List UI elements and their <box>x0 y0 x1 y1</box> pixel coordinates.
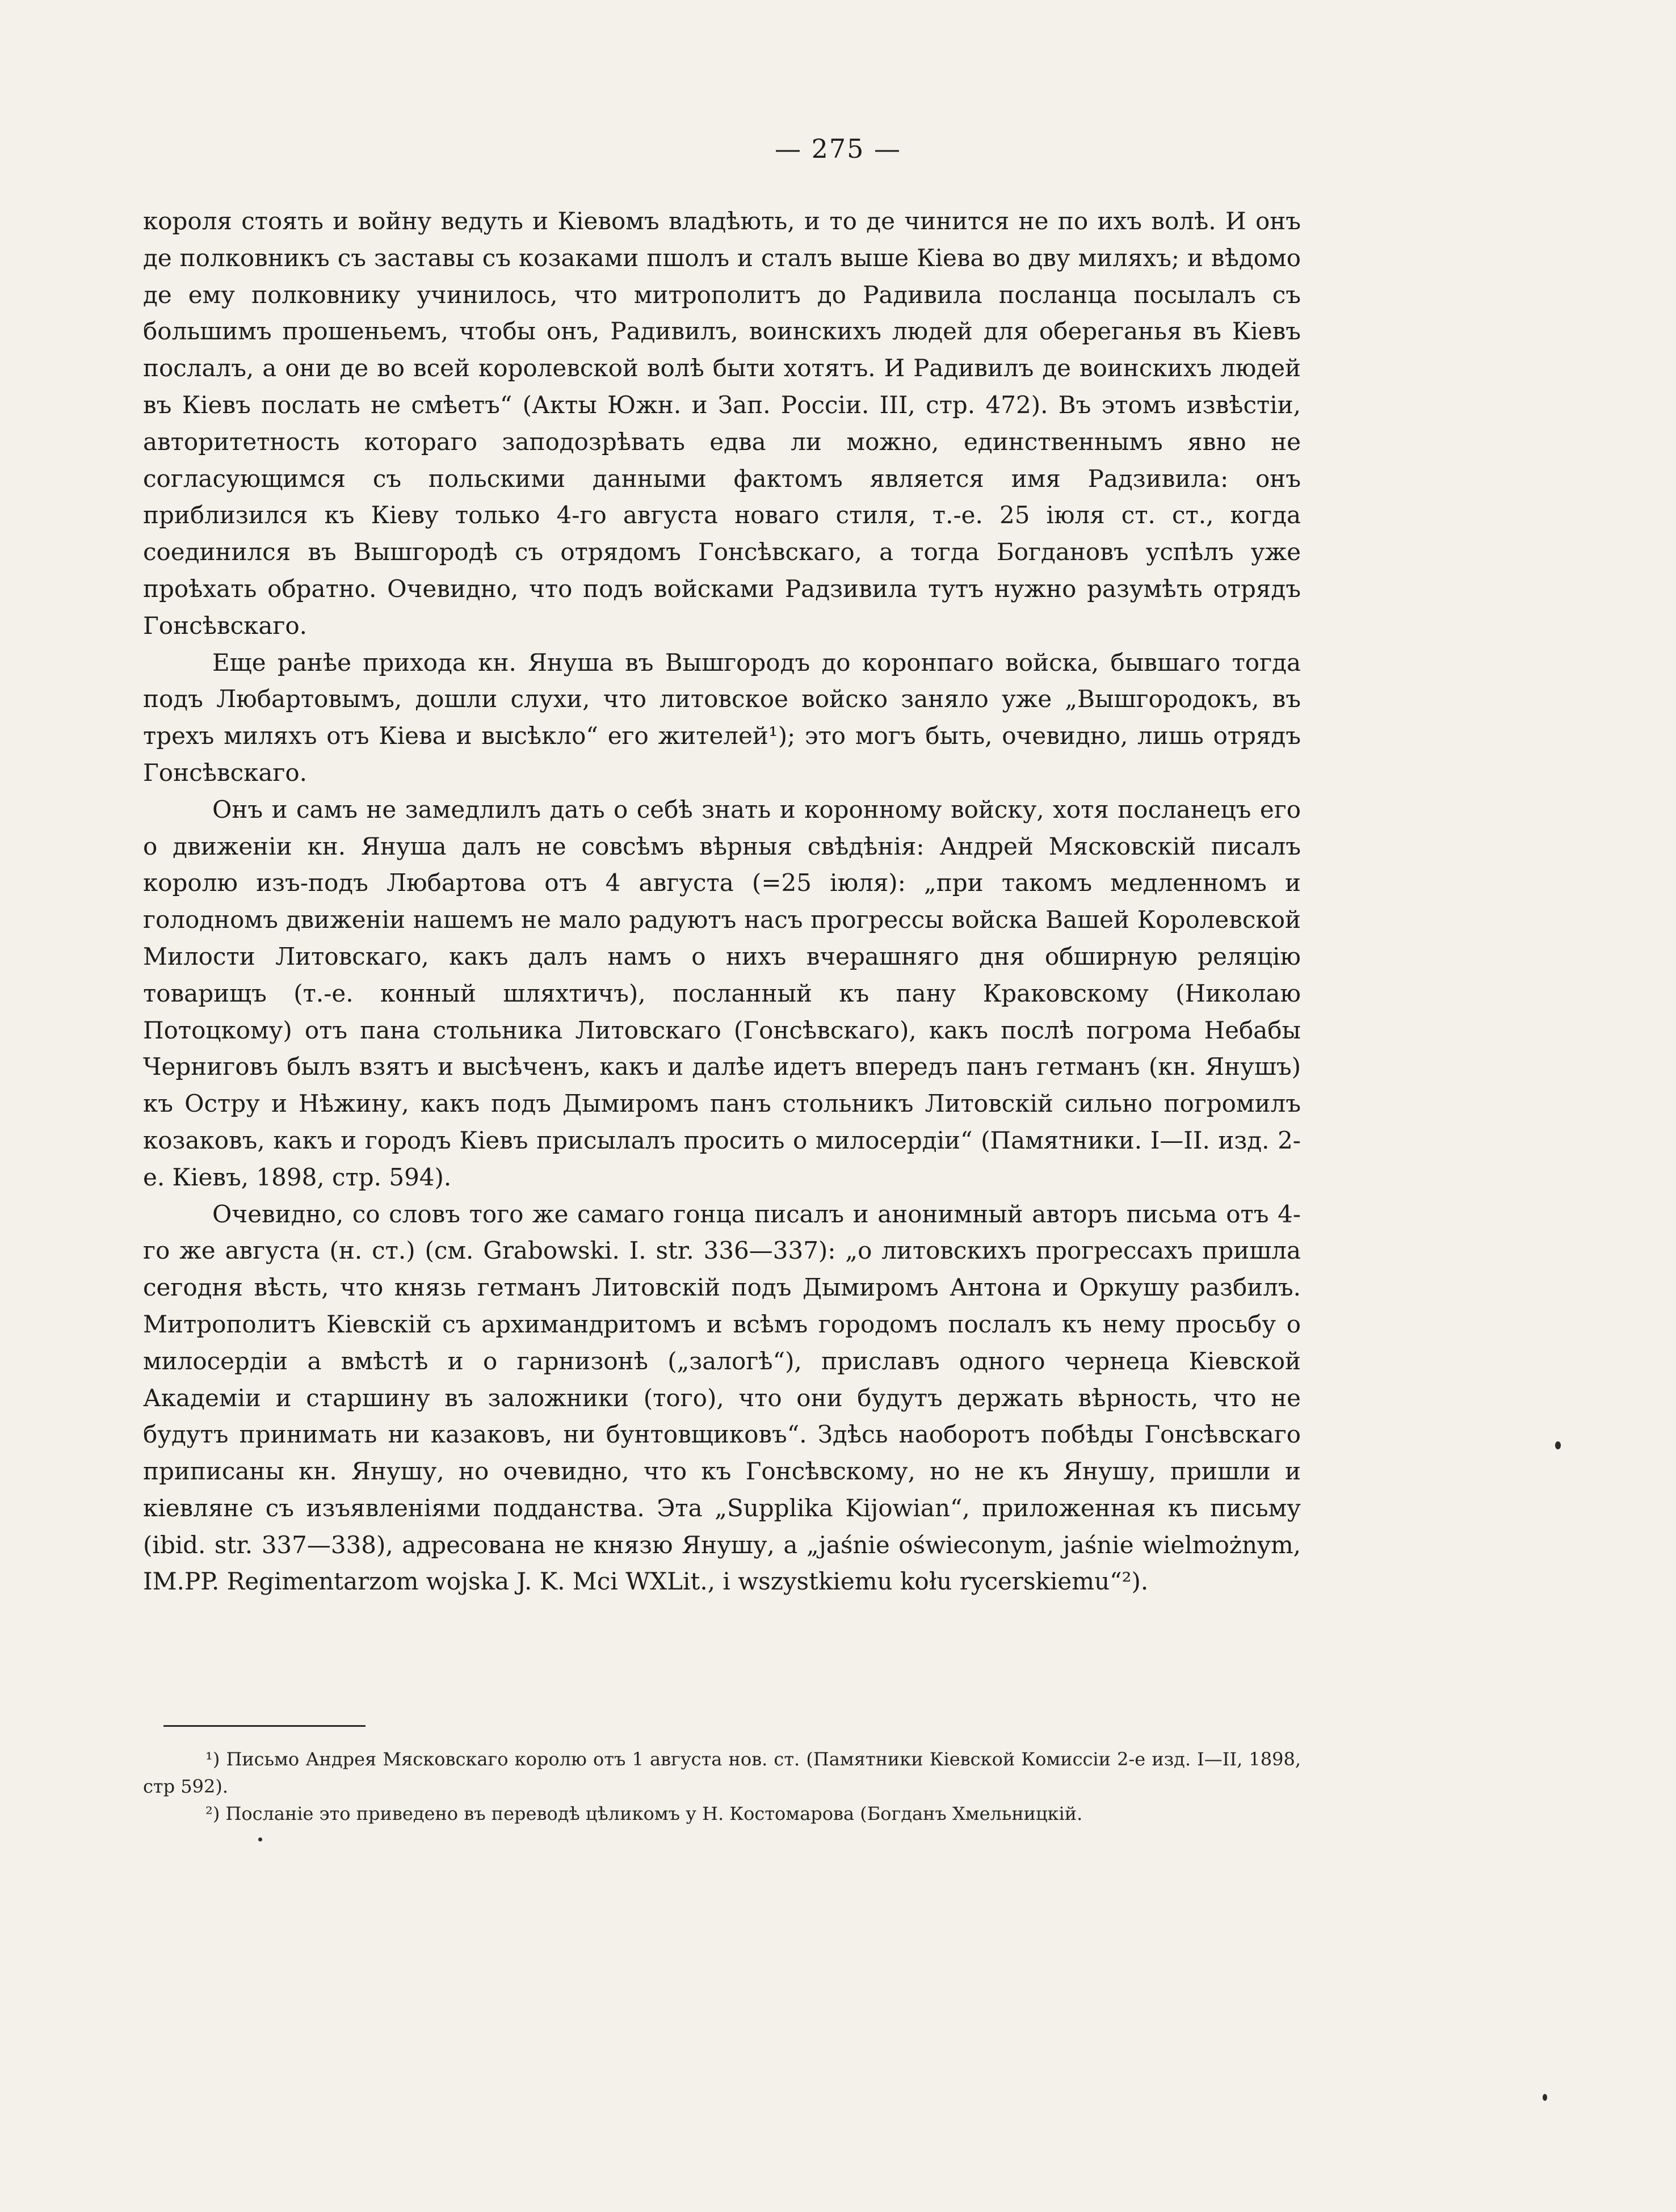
paper-speck <box>1555 1441 1561 1449</box>
footnote: ²) Посланіе это приведено въ переводѣ цѣликомъ у Н. Костомарова (Богданъ Хмельницкій. <box>205 1803 1083 1824</box>
footnotes <box>143 1746 1301 1827</box>
footnote-separator <box>163 1725 366 1727</box>
footnote: ¹) Письмо Андрея Мясковскаго королю отъ 1 августа нов. ст. (Памятники Кіевской Комиссіи 2-е изд. I—II, 1898, стр 592). <box>143 1748 1301 1797</box>
paper-speck <box>1543 2094 1547 2101</box>
paragraph: Онъ и самъ не замедлилъ дать о себѣ знать и коронному войску, хотя посланецъ его о движеніи кн. Януша далъ не совсѣмъ вѣрныя свѣдѣнія: Андрей Мясковскій писалъ королю изъ-подъ Любартова отъ 4 августа (=25 іюля): „при такомъ медленномъ и голодномъ движеніи нашемъ не мало радуютъ насъ прогрессы войска Вашей Королевской Милости Литовскаго, какъ далъ намъ о нихъ вчерашняго дня обширную реляцію товарищъ (т.-е. конный шляхтичъ), посланный къ пану Краковскому (Николаю Потоцкому) отъ пана стольника Литовскаго (Гонсѣвскаго), какъ послѣ погрома Небабы Черниговъ былъ взятъ и высѣченъ, какъ и далѣе идетъ впередъ панъ гетманъ (кн. Янушъ) къ Остру и Нѣжину, какъ подъ Дымиромъ панъ стольникъ Литовскій сильно погромилъ козаковъ, какъ и городъ Кіевъ присылалъ просить о милосердіи“ (Памятники. I—II. изд. 2-е. Кіевъ, 1898, стр. 594). <box>143 795 1301 1191</box>
main-text <box>143 203 1301 1600</box>
page-number: — 275 — <box>774 133 902 164</box>
paragraph: короля стоять и войну ведуть и Кіевомъ владѣють, и то де чинится не по ихъ волѣ. И онъ де полковникъ съ заставы съ козаками пшолъ и сталъ выше Кіева во дву миляхъ; и вѣдомо де ему полковнику учинилось, что митрополитъ до Радивила посланца посылалъ съ большимъ прошеньемъ, чтобы онъ, Радивилъ, воинскихъ людей для обереганья въ Кіевъ послалъ, а они де во всей королевской волѣ быти хотятъ. И Радивилъ де воинскихъ людей въ Кіевъ послать не смѣетъ“ (Акты Южн. и Зап. Россіи. III, стр. 472). Въ этомъ извѣстіи, авторитетность котораго заподозрѣвать едва ли можно, единственнымъ явно не согласующимся съ польскими данными фактомъ является имя Радзивила: онъ приблизился къ Кіеву только 4-го августа новаго стиля, т.-е. 25 іюля ст. ст., когда соединился въ Вышгородѣ съ отрядомъ Гонсѣвскаго, а тогда Богдановъ успѣлъ уже проѣхать обратно. Очевидно, что подъ войсками Радзивила тутъ нужно разумѣть отрядъ Гонсѣвскаго. <box>143 207 1301 640</box>
paper-speck <box>258 1837 262 1841</box>
paragraph: Еще ранѣе прихода кн. Януша въ Вышгородъ до коронпаго войска, бывшаго тогда подъ Любартовымъ, дошли слухи, что литовское войско заняло уже „Вышгородокъ, въ трехъ миляхъ отъ Кіева и высѣкло“ его жителей¹); это могъ быть, очевидно, лишь отрядъ Гонсѣвскаго. <box>143 648 1301 787</box>
paragraph: Очевидно, со словъ того же самаго гонца писалъ и анонимный авторъ письма отъ 4-го же августа (н. ст.) (см. Grabowski. I. str. 336—337): „о литовскихъ прогрессахъ пришла сегодня вѣсть, что князь гетманъ Литовскій подъ Дымиромъ Антона и Оркушу разбилъ. Митрополитъ Кіевскій съ архимандритомъ и всѣмъ городомъ послалъ къ нему просьбу о милосердіи а вмѣстѣ и о гарнизонѣ („залогѣ“), приславъ одного чернеца Кіевской Академіи и старшину въ заложники (того), что они будутъ держать вѣрность, что не будутъ принимать ни казаковъ, ни бунтовщиковъ“. Здѣсь наоборотъ побѣды Гонсѣвскаго приписаны кн. Янушу, но очевидно, что къ Гонсѣвскому, но не къ Янушу, пришли и кіевляне съ изъявленіями подданства. Эта „Supplika Kijowian“, приложенная къ письму (ibid. str. 337—338), адресована не князю Янушу, а „jaśnie oświeconym, jaśnie wielmożnym, IM.PP. Regimentarzom wojska J. K. Mci WXLit., i wszystkiemu kołu rycerskiemu“²). <box>143 1200 1301 1596</box>
